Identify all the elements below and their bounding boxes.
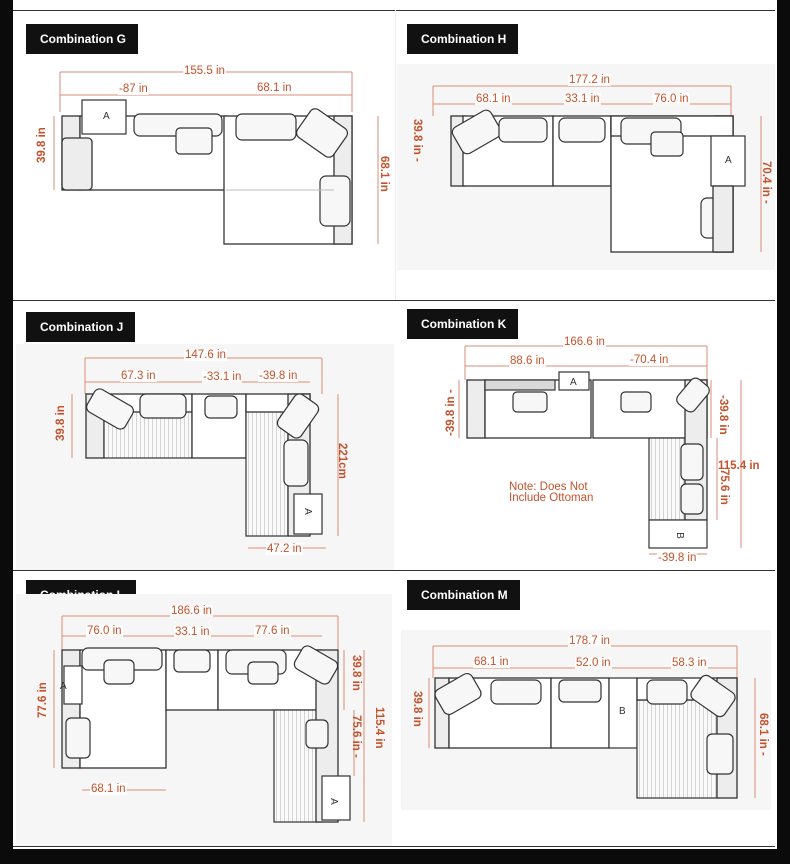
dimension-label: 75.6 in [718, 469, 730, 505]
dimension-label: -39.8 in [717, 395, 729, 435]
dimension-label: 68.1 in [257, 82, 292, 94]
panel-combination-m [395, 570, 775, 846]
module-label: A [301, 508, 313, 515]
dimension-label: 76.0 in [654, 93, 689, 105]
dimension-label: 58.3 in [672, 657, 707, 669]
dimension-label: 67.3 in [121, 370, 156, 382]
panel-title: Combination H [407, 24, 518, 54]
dimension-label: 33.1 in [565, 93, 600, 105]
dimension-label: 77.6 in [37, 682, 49, 718]
panel-combination-k [395, 300, 775, 570]
dimension-label: -39.8 in [658, 552, 697, 564]
dimension-label: 68.1 in [91, 783, 126, 795]
dimension-label: -39.8 in - [445, 389, 457, 436]
dimension-label: 155.5 in [184, 65, 225, 77]
dimension-label: 39.8 in - [411, 119, 423, 162]
dimension-label: 47.2 in [267, 543, 302, 555]
note-text: Note: Does Not Include Ottoman [509, 481, 594, 504]
panel-title: Combination J [26, 312, 135, 342]
module-label: B [619, 706, 626, 717]
dimension-label: 166.6 in [564, 336, 605, 348]
dimension-label: 77.6 in [255, 625, 290, 637]
module-label: B [673, 532, 685, 539]
module-label: A [327, 798, 339, 805]
dimension-label: 221cm [336, 443, 348, 479]
dimension-label: 39.8 in [36, 127, 48, 163]
module-label: A [103, 111, 110, 122]
dimension-label: 68.1 in - [757, 713, 769, 756]
dimension-label: 115.4 in [718, 460, 760, 472]
dimension-label: -33.1 in [203, 371, 242, 383]
dimension-label: -70.4 in [630, 354, 669, 366]
dimension-label: -87 in [119, 83, 148, 95]
panel-title: Combination G [26, 24, 138, 54]
dimension-label: 39.8 in [350, 655, 362, 691]
panel-title: Combination M [407, 580, 520, 610]
dimension-label: 70.4 in - [760, 161, 772, 204]
divider-bottom [13, 846, 775, 847]
panel-combination-l [0, 570, 395, 846]
dimension-label: 68.1 in [476, 93, 511, 105]
dimension-label: 177.2 in [569, 74, 610, 86]
dimension-label: 178.7 in [569, 635, 610, 647]
module-label: A [570, 377, 577, 388]
panel-combination-h [395, 0, 775, 300]
dimension-label: 68.1 in [378, 156, 390, 192]
dimension-label: 186.6 in [171, 605, 212, 617]
dimension-label: 39.8 in [55, 405, 67, 441]
sofa-drawing [395, 0, 775, 300]
dimension-label: 52.0 in [576, 657, 611, 669]
dimension-label: 115.4 in [373, 707, 385, 749]
dimension-label: 147.6 in [185, 349, 226, 361]
panel-title: Combination K [407, 309, 518, 339]
dimension-label: 33.1 in [175, 626, 210, 638]
dimension-label: 75.6 in - [350, 715, 362, 758]
sofa-drawing [0, 0, 395, 300]
panel-combination-g [0, 0, 395, 300]
dimension-label: 76.0 in [87, 625, 122, 637]
dimension-label: -39.8 in [259, 370, 298, 382]
sofa-drawing [395, 570, 775, 846]
module-label: A [60, 681, 67, 692]
dimension-label: 39.8 in [411, 691, 423, 727]
dimension-label: 68.1 in [474, 656, 509, 668]
panel-combination-j [0, 300, 395, 570]
module-label: A [725, 155, 732, 166]
dimension-label: 88.6 in [510, 355, 545, 367]
